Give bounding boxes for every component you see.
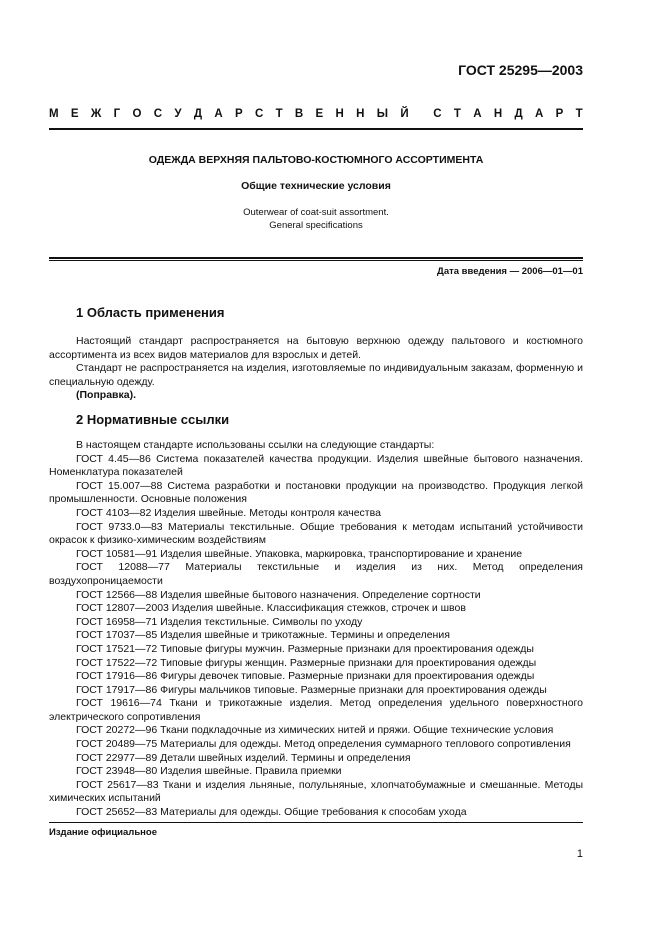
title-block-rule-thick — [49, 257, 583, 259]
reference-item: ГОСТ 17522—72 Типовые фигуры женщин. Размерные признаки для проектирования одежды — [76, 656, 537, 669]
reference-item: ГОСТ 22977—89 Детали швейных изделий. Термины и определения — [76, 751, 411, 764]
heading-letter: Е — [70, 108, 79, 120]
english-title-line-2: General specifications — [269, 220, 363, 231]
heading-letter: Т — [453, 108, 461, 120]
heading-letter: У — [174, 108, 182, 120]
heading-letter: Ы — [376, 108, 389, 120]
reference-item: ГОСТ 20489—75 Материалы для одежды. Метод определения суммарного теплового сопротивления — [76, 738, 571, 751]
heading-letter: Н — [356, 108, 365, 120]
heading-letter: В — [294, 108, 304, 120]
reference-item: ГОСТ 9733.0—83 Материалы текстильные. Общие требования к методам испытаний устойчивости окрасок к физико-химическим воздействиям — [49, 520, 583, 547]
heading-letter: Р — [555, 108, 564, 120]
reference-item: ГОСТ 17521—72 Типовые фигуры мужчин. Размерные признаки для проектирования одежды — [76, 642, 534, 655]
references-intro: В настоящем стандарте использованы ссылки на следующие стандарты: — [76, 439, 435, 451]
section-1-heading: 1 Область применения — [76, 305, 225, 320]
reference-item: ГОСТ 16958—71 Изделия текстильные. Символы по уходу — [76, 615, 363, 628]
heading-letter: Е — [315, 108, 324, 120]
interstate-standard-heading — [49, 108, 583, 120]
heading-letter: М — [49, 108, 59, 120]
section-1-body — [49, 335, 583, 403]
heading-letter: Н — [335, 108, 344, 120]
heading-letter: Ж — [90, 108, 102, 120]
english-title-line-1: Outerwear of coat-suit assortment. — [243, 207, 389, 218]
reference-item: ГОСТ 15.007—88 Система разработки и постановки продукции на производство. Продукция легкой промышленности. Основные положения — [49, 479, 583, 506]
reference-item: ГОСТ 10581—91 Изделия швейные. Упаковка, маркировка, транспортирование и хранение — [76, 547, 523, 560]
reference-item: ГОСТ 12088—77 Материалы текстильные и изделия из них. Метод определения воздухопроницаемости — [49, 561, 583, 587]
heading-letter: А — [214, 108, 223, 120]
reference-item: ГОСТ 25652—83 Материалы для одежды. Общие требования к способам ухода — [76, 806, 467, 819]
reference-item: ГОСТ 17037—85 Изделия швейные и трикотажные. Термины и определения — [76, 629, 450, 642]
english-title — [49, 206, 583, 232]
reference-item: ГОСТ 25617—83 Ткани и изделия льняные, полульняные, хлопчатобумажные и смешанные. Методы химических испытаний — [49, 778, 583, 805]
heading-letter: С — [433, 108, 442, 120]
top-rule — [49, 128, 583, 130]
reference-item: ГОСТ 12566—88 Изделия швейные бытового назначения. Определение сортности — [76, 588, 481, 601]
heading-letter: Н — [493, 108, 503, 120]
reference-item: ГОСТ 17917—86 Фигуры мальчиков типовые. Размерные признаки для проектирования одежды — [76, 683, 547, 696]
reference-item: ГОСТ 23948—80 Изделия швейные. Правила приемки — [76, 765, 342, 778]
paragraph: Стандарт не распространяется на изделия, изготовляемые по индивидуальным заказам, форменную и специальную одежду. — [49, 362, 583, 388]
heading-letter: С — [254, 108, 264, 120]
reference-item: ГОСТ 4103—82 Изделия швейные. Методы контроля качества — [76, 506, 381, 519]
amendment-note: (Поправка). — [76, 389, 137, 402]
page-number: 1 — [576, 848, 583, 860]
footer-rule — [49, 822, 583, 823]
document-subtitle: Общие технические условия — [241, 180, 391, 192]
heading-letter: А — [473, 108, 482, 120]
heading-letter: А — [534, 108, 544, 120]
reference-item: ГОСТ 4.45—86 Система показателей качества продукции. Изделия швейные бытового назначения. Номенклатура показателей — [49, 452, 583, 479]
official-edition-label: Издание официальное — [49, 827, 157, 838]
reference-item: ГОСТ 19616—74 Ткани и трикотажные изделия. Метод определения удельного поверхностного электрического сопротивления — [49, 697, 583, 723]
heading-letter: Г — [113, 108, 121, 120]
title-block-rule-thin — [49, 260, 583, 261]
section-2-heading: 2 Нормативные ссылки — [76, 412, 230, 427]
heading-letter: Т — [575, 108, 583, 120]
heading-letter: О — [132, 108, 142, 120]
paragraph: Настоящий стандарт распространяется на бытовую верхнюю одежду пальтового и костюмного ассортимента из всех видов материалов для взрослых и детей. — [49, 335, 583, 361]
reference-item: ГОСТ 12807—2003 Изделия швейные. Классификация стежков, строчек и швов — [76, 602, 466, 615]
heading-letter: Д — [514, 108, 523, 120]
reference-item: ГОСТ 17916—86 Фигуры девочек типовые. Размерные признаки для проектирования одежды — [76, 670, 535, 683]
section-2-body — [49, 439, 583, 820]
reference-item: ГОСТ 20272—96 Ткани подкладочные из химических нитей и пряжи. Общие технические условия — [76, 724, 554, 737]
heading-letter: Т — [275, 108, 283, 120]
document-title: ОДЕЖДА ВЕРХНЯЯ ПАЛЬТОВО-КОСТЮМНОГО АССОРТИМЕНТА — [148, 154, 484, 166]
heading-letter: Д — [193, 108, 203, 120]
introduction-date: Дата введения — 2006—01—01 — [437, 266, 583, 277]
heading-letter: Р — [234, 108, 243, 120]
heading-letter: С — [153, 108, 163, 120]
document-code: ГОСТ 25295—2003 — [458, 62, 583, 78]
heading-letter: Й — [400, 108, 409, 120]
